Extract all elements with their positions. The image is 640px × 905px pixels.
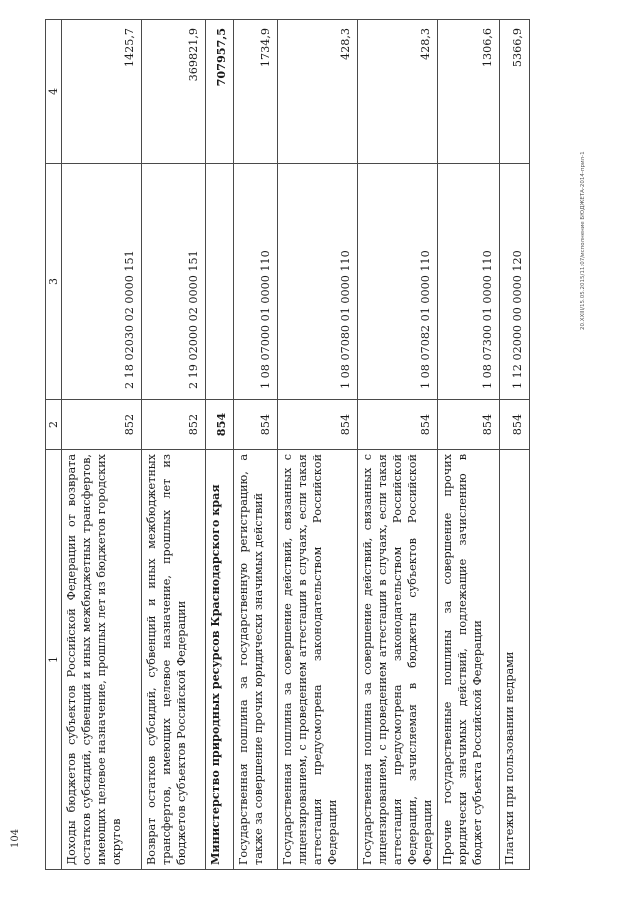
row-name: Министерство природных ресурсов Краснодарского края — [206, 450, 234, 870]
row-amount: 428,3 — [358, 20, 438, 164]
table-row — [438, 20, 500, 870]
table-row — [234, 20, 278, 870]
header-col-3: 3 — [46, 164, 62, 400]
row-amount: 428,3 — [278, 20, 358, 164]
table-row — [62, 20, 142, 870]
table-row — [500, 20, 530, 870]
row-budget-code: 1 12 02000 00 0000 120 — [500, 164, 530, 400]
table-header-row — [46, 20, 62, 870]
row-budget-code — [206, 164, 234, 400]
row-admin-code: 854 — [278, 400, 358, 450]
table-row — [142, 20, 206, 870]
table-row-section — [206, 20, 234, 870]
row-name: Возврат остатков субсидий, субвенций и иных межбюджетных трансфертов, имеющих целевое назначение, прошлых лет из бюджетов субъектов Российской Федерации — [142, 450, 206, 870]
header-col-4: 4 — [46, 20, 62, 164]
row-amount: 707957,5 — [206, 20, 234, 164]
budget-table — [45, 19, 530, 870]
row-admin-code: 854 — [206, 400, 234, 450]
header-col-1: 1 — [46, 450, 62, 870]
row-name: Государственная пошлина за государственную регистрацию, а также за совершение прочих юридически значимых действий — [234, 450, 278, 870]
page-content — [45, 20, 605, 870]
row-amount: 1306,6 — [438, 20, 500, 164]
row-name: Государственная пошлина за совершение действий, связанных с лицензированием, с проведением аттестации в случаях, если такая аттестация предусмотрена законодательством Российской Федерации, зачисляемая в бюджеты субъектов Российской Федерации — [358, 450, 438, 870]
row-budget-code: 1 08 07082 01 0000 110 — [358, 164, 438, 400]
table-row — [358, 20, 438, 870]
row-admin-code: 854 — [358, 400, 438, 450]
row-budget-code: 1 08 07000 01 0000 110 — [234, 164, 278, 400]
row-amount: 1734,9 — [234, 20, 278, 164]
row-amount: 1425,7 — [62, 20, 142, 164]
page-number: 104 — [10, 828, 21, 848]
row-name: Доходы бюджетов субъектов Российской Федерации от возврата остатков субсидий, субвенций и иных межбюджетных трансфертов, имеющих целевое назначение, прошлых лет из бюджетов городских округов — [62, 450, 142, 870]
row-admin-code: 854 — [500, 400, 530, 450]
row-budget-code: 2 18 02030 02 0000 151 — [62, 164, 142, 400]
row-admin-code: 852 — [142, 400, 206, 450]
rotated-page — [45, 20, 640, 865]
row-admin-code: 854 — [438, 400, 500, 450]
row-admin-code: 852 — [62, 400, 142, 450]
row-name: Государственная пошлина за совершение действий, связанных с лицензированием, с проведением аттестации в случаях, если такая аттестация предусмотрена законодательством Российской Федерации — [278, 450, 358, 870]
row-budget-code: 2 19 02000 02 0000 151 — [142, 164, 206, 400]
table-row — [278, 20, 358, 870]
row-name: Прочие государственные пошлины за совершение прочих юридически значимых действий, подлежащие зачислению в бюджет субъекта Российской Федерации — [438, 450, 500, 870]
document-footer: 20.XXIII/15.05.2015/11:07/исполнение БЮДЖЕТА-2014-прил-1 — [580, 151, 586, 330]
row-admin-code: 854 — [234, 400, 278, 450]
row-budget-code: 1 08 07300 01 0000 110 — [438, 164, 500, 400]
row-name: Платежи при пользовании недрами — [500, 450, 530, 870]
row-amount: 369821,9 — [142, 20, 206, 164]
row-amount: 5366,9 — [500, 20, 530, 164]
header-col-2: 2 — [46, 400, 62, 450]
row-budget-code: 1 08 07080 01 0000 110 — [278, 164, 358, 400]
